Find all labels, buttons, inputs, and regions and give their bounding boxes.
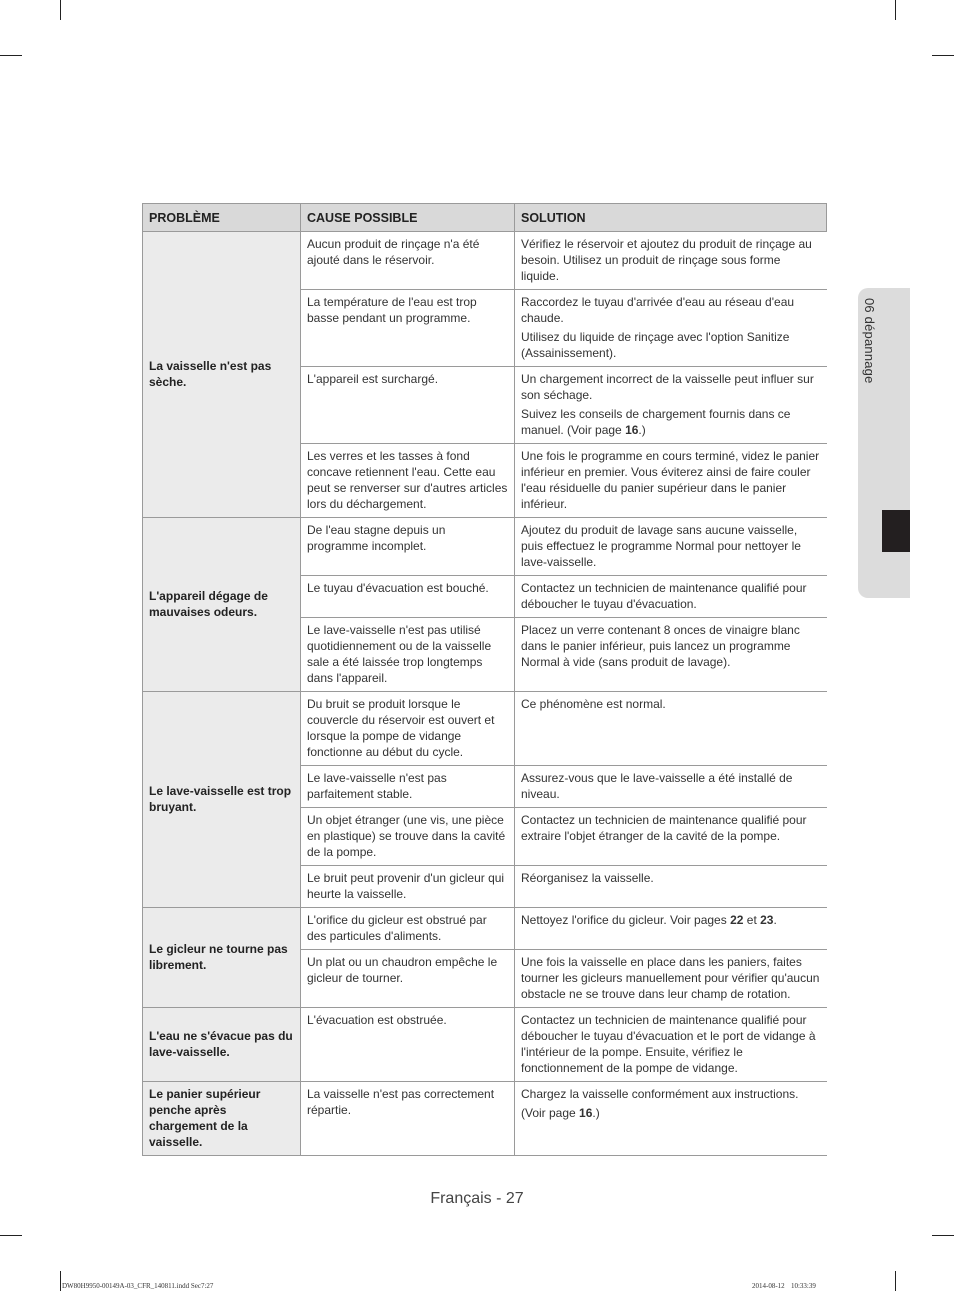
cause-cell: L'appareil est surchargé. xyxy=(301,367,515,444)
cause-cell: L'orifice du gicleur est obstrué par des particules d'aliments. xyxy=(301,908,515,950)
troubleshooting-table xyxy=(142,203,827,1156)
page-reference: Suivez les conseils de chargement fournis dans ce manuel. (Voir page 16.) xyxy=(521,407,791,437)
cause-cell: La température de l'eau est trop basse pendant un programme. xyxy=(301,290,515,367)
crop-mark xyxy=(0,55,22,56)
cause-cell: De l'eau stagne depuis un programme incomplet. xyxy=(301,518,515,576)
crop-mark xyxy=(895,1271,896,1291)
problem-cell: Le panier supérieur penche après chargement de la vaisselle. xyxy=(143,1082,301,1156)
crop-mark xyxy=(60,1271,61,1291)
page-number: 23 xyxy=(760,913,774,927)
solution-cell: Chargez la vaisselle conformément aux instructions. (Voir page 16.) xyxy=(515,1082,827,1156)
solution-cell: Ajoutez du produit de lavage sans aucune vaisselle, puis effectuez le programme Normal pour nettoyer le lave-vaisselle. xyxy=(515,518,827,576)
crop-mark xyxy=(0,1235,22,1236)
problem-cell: Le gicleur ne tourne pas librement. xyxy=(143,908,301,1008)
solution-cell xyxy=(515,908,827,950)
cause-cell: L'évacuation est obstruée. xyxy=(301,1008,515,1082)
cause-cell: Le bruit peut provenir d'un gicleur qui heurte la vaisselle. xyxy=(301,866,515,908)
solution-cell: Ce phénomène est normal. xyxy=(515,692,827,766)
header-cause: CAUSE POSSIBLE xyxy=(301,204,515,232)
table-row xyxy=(143,908,827,950)
cause-cell: Du bruit se produit lorsque le couvercle du réservoir est ouvert et lorsque la pompe de vidange fonctionne au début du cycle. xyxy=(301,692,515,766)
header-problem: PROBLÈME xyxy=(143,204,301,232)
print-slug-file: DW80H9950-00149A-03_CFR_140811.indd Sec7:27 xyxy=(62,1282,214,1290)
crop-mark xyxy=(60,0,61,20)
solution-cell: Réorganisez la vaisselle. xyxy=(515,866,827,908)
cause-cell: Le lave-vaisselle n'est pas utilisé quotidiennement ou de la vaisselle sale a été laissée trop longtemps dans l'appareil. xyxy=(301,618,515,692)
page-reference: (Voir page 16.) xyxy=(521,1106,600,1120)
problem-cell: Le lave-vaisselle est trop bruyant. xyxy=(143,692,301,908)
cause-cell: Les verres et les tasses à fond concave retiennent l'eau. Cette eau peut se renverser sur d'autres articles lors du déchargement. xyxy=(301,444,515,518)
table-row xyxy=(143,518,827,576)
solution-cell: Raccordez le tuyau d'arrivée d'eau au réseau d'eau chaude. Utilisez du liquide de rinçage avec l'option Sanitize (Assainissement). xyxy=(515,290,827,367)
solution-cell: Une fois le programme en cours terminé, videz le panier inférieur en premier. Vous éviterez ainsi de faire couler l'eau résiduelle du panier supérieur dans le panier inférieur. xyxy=(515,444,827,518)
table-header-row xyxy=(143,204,827,232)
table-row xyxy=(143,232,827,290)
table-row xyxy=(143,1082,827,1156)
problem-cell: L'eau ne s'évacue pas du lave-vaisselle. xyxy=(143,1008,301,1082)
chapter-tab-label: 06 dépannage xyxy=(862,298,877,384)
print-slug-timestamp: 2014-08-12 10:33:39 xyxy=(752,1282,816,1290)
chapter-tab-marker xyxy=(882,510,910,552)
page-number: 22 xyxy=(730,913,744,927)
problem-cell: La vaisselle n'est pas sèche. xyxy=(143,232,301,518)
solution-cell: Contactez un technicien de maintenance qualifié pour déboucher le tuyau d'évacuation et le port de vidange à l'intérieur de la pompe. Ensuite, vérifiez le fonctionnement de la pompe de vidange. xyxy=(515,1008,827,1082)
page-number: 16 xyxy=(625,423,639,437)
solution-cell: Assurez-vous que le lave-vaisselle a été installé de niveau. xyxy=(515,766,827,808)
crop-mark xyxy=(932,55,954,56)
crop-mark xyxy=(932,1235,954,1236)
table-row xyxy=(143,692,827,766)
solution-cell: Contactez un technicien de maintenance qualifié pour déboucher le tuyau d'évacuation. xyxy=(515,576,827,618)
solution-cell: Placez un verre contenant 8 onces de vinaigre blanc dans le panier inférieur, puis lancez un programme Normal à vide (sans produit de lavage). xyxy=(515,618,827,692)
crop-mark xyxy=(895,0,896,20)
cause-cell: Aucun produit de rinçage n'a été ajouté dans le réservoir. xyxy=(301,232,515,290)
cause-cell: Un objet étranger (une vis, une pièce en plastique) se trouve dans la cavité de la pompe. xyxy=(301,808,515,866)
problem-cell: L'appareil dégage de mauvaises odeurs. xyxy=(143,518,301,692)
page-reference: Nettoyez l'orifice du gicleur. Voir pages 22 et 23. xyxy=(521,913,777,927)
cause-cell: Le tuyau d'évacuation est bouché. xyxy=(301,576,515,618)
solution-cell: Un chargement incorrect de la vaisselle peut influer sur son séchage. Suivez les conseils de chargement fournis dans ce manuel. (Voir page 16.) xyxy=(515,367,827,444)
cause-cell: Un plat ou un chaudron empêche le gicleur de tourner. xyxy=(301,950,515,1008)
solution-cell: Contactez un technicien de maintenance qualifié pour extraire l'objet étranger de la cavité de la pompe. xyxy=(515,808,827,866)
solution-cell: Une fois la vaisselle en place dans les paniers, faites tourner les gicleurs manuellement pour vérifier qu'aucun obstacle ne se trouve dans leur champ de rotation. xyxy=(515,950,827,1008)
cause-cell: Le lave-vaisselle n'est pas parfaitement stable. xyxy=(301,766,515,808)
page-number-footer: Français - 27 xyxy=(430,1190,524,1207)
table-row xyxy=(143,1008,827,1082)
solution-cell: Vérifiez le réservoir et ajoutez du produit de rinçage au besoin. Utilisez un produit de rinçage sous forme liquide. xyxy=(515,232,827,290)
header-solution: SOLUTION xyxy=(515,204,827,232)
page-number: 16 xyxy=(579,1106,593,1120)
cause-cell: La vaisselle n'est pas correctement répartie. xyxy=(301,1082,515,1156)
